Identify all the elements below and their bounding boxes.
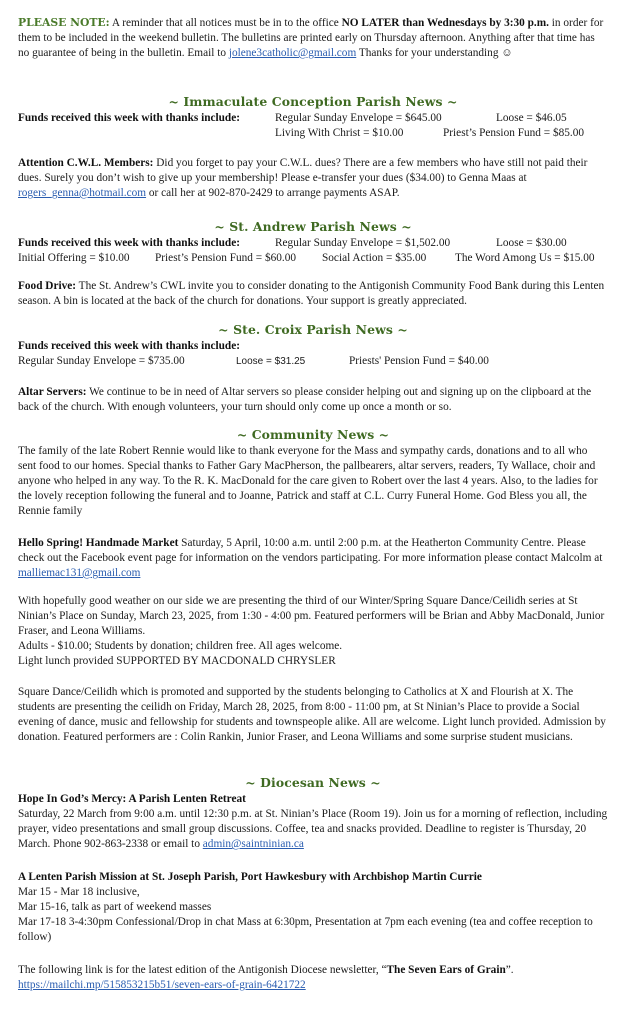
office-email-link[interactable]: jolene3catholic@gmail.com — [228, 47, 357, 59]
handmade-market-paragraph: Hello Spring! Handmade Market Saturday, 5 April, 10:00 a.m. until 2:00 p.m. at the Heatherton Community Centre. Please check out the Facebook event page for information on the vendors participating. For more information please contact Malcolm at malliemac131@gmail.com — [18, 537, 603, 579]
fund-item: Social Action = $35.00 — [322, 252, 427, 264]
mission-line: Mar 17-18 3-4:30pm Confessional/Drop in chat Mass at 6:30pm, Presentation at 7pm each evening (tea and coffee reception to follow) — [18, 916, 593, 943]
student-ceilidh-paragraph: Square Dance/Ceilidh which is promoted and supported by the students belonging to Catholics at X and Flourish at X. The students are presenting the ceilidh on Friday, March 28, 2025, from 8:00 - 11:00 pm, at St Ninian’s Place to provide a Social evening of dance, music and fellowship for students and townspeople alike. All are welcome. Light lunch provided. Admission by donation. Featured performers are : Colin Rankin, Junior Fraser, and Leona Williams and some surprise student musicians. — [18, 686, 606, 743]
food-drive-paragraph: Food Drive: The St. Andrew’s CWL invite you to consider donating to the Antigonish Community Food Bank during this Lenten season. A bin is located at the back of the church for donations. Your support is greatly appreciated. — [18, 280, 605, 307]
fund-item: Loose = $46.05 — [496, 112, 567, 124]
fund-item: Regular Sunday Envelope = $1,502.00 — [275, 237, 451, 249]
please-note-label: PLEASE NOTE: — [18, 16, 110, 29]
st-andrew-funds — [18, 236, 608, 266]
lenten-retreat-block: Hope In God’s Mercy: A Parish Lenten Retreat Saturday, 22 March from 9:00 a.m. until 12:30 p.m. at St. Ninian’s Place (Room 19). Join us for a morning of reflection, including prayer, video presentations and small group discussions. Coffee, tea and snacks provided. Deadline to register is Thursday, 20 March. Phone 902-863-2338 or email to admin@saintninian.ca — [18, 793, 608, 850]
funds-label: Funds received this week with thanks include: — [18, 340, 240, 352]
mission-title: A Lenten Parish Mission at St. Joseph Parish, Port Hawkesbury with Archbishop Martin Currie — [18, 871, 482, 883]
cwl-paragraph: Attention C.W.L. Members: Did you forget to pay your C.W.L. dues? There are a few members who have still not paid their dues. Surely you don’t wish to give up your membership! Please e-transfer your dues ($34.00) to Genna Maas at rogers_genna@hotmail.com or call her at 902-870-2429 to arrange payments ASAP. — [18, 157, 588, 199]
cwl-label: Attention C.W.L. Members: — [18, 157, 154, 169]
dance-prices: Adults - $10.00; Students by donation; children free. All ages welcome. — [18, 640, 343, 652]
altar-servers-paragraph: Altar Servers: We continue to be in need of Altar servers so please consider helping out and signing up on the clipboard at the back of the church. With enough volunteers, your turn should only come up once a month or so. — [18, 386, 592, 413]
fund-item: Priests' Pension Fund = $40.00 — [349, 355, 489, 367]
ste-croix-header: ~ Ste. Croix Parish News ~ — [218, 322, 408, 337]
market-email-link[interactable]: malliemac131@gmail.com — [18, 567, 141, 579]
parish-mission-block — [18, 870, 608, 945]
retreat-title: Hope In God’s Mercy: A Parish Lenten Retreat — [18, 793, 246, 805]
mission-line: Mar 15-16, talk as part of weekend masses — [18, 901, 212, 913]
fund-item: Priest’s Pension Fund = $60.00 — [155, 252, 297, 264]
please-note-paragraph: PLEASE NOTE: A reminder that all notices must be in to the office NO LATER than Wednesdays by 3:30 p.m. in order for them to be included in the weekend bulletin. The bulletins are printed early on Thursday afternoon. Anything after that time has no guarantee of being in the bulletin. Email to jolene3catholic@gmail.com Thanks for your understanding ☺ — [18, 16, 604, 59]
newsletter-title: The Seven Ears of Grain — [386, 964, 506, 976]
newsletter-link[interactable]: https://mailchi.mp/515853215b51/seven-ears-of-grain-6421722 — [18, 979, 306, 991]
rennie-thanks-paragraph: The family of the late Robert Rennie would like to thank everyone for the Mass and sympathy cards, donations and to all who sent food to our homes. Special thanks to Father Gary MacPherson, the pallbearers, altar servers, readers, Ty Wallace, choir and anyone who helped in any way. To the R. K. MacDonald for the care given to Robert over the last 4 years. Also, to the ladies for the lovely reception following the funeral and to Joanne, Patrick and staff at C.L. Curry Funeral Home. God Bless you all, the Rennie family — [18, 445, 598, 517]
square-dance-paragraph: With hopefully good weather on our side we are presenting the third of our Winter/Spring Square Dance/Ceilidh series at St Ninian’s Place on Sunday, March 23, 2025, from 1:30 - 4:00 pm. Featured performers will be Brian and Abby MacDonald, Junior Fraser, and Leona Williams. Adults - $10.00; Students by donation; children free. All ages welcome. Light lunch provided SUPPORTED BY MACDONALD CHRYSLER — [18, 594, 608, 669]
fund-item: Loose = $31.25 — [236, 356, 306, 367]
fund-item: The Word Among Us = $15.00 — [455, 252, 595, 264]
fund-item: Initial Offering = $10.00 — [18, 252, 130, 264]
immaculate-conception-header: ~ Immaculate Conception Parish News ~ — [168, 94, 458, 109]
funds-label: Funds received this week with thanks include: — [18, 237, 240, 249]
fund-item: Priest’s Pension Fund = $85.00 — [443, 127, 585, 139]
fund-item: Living With Christ = $10.00 — [275, 127, 404, 139]
cwl-email-link[interactable]: rogers_genna@hotmail.com — [18, 187, 147, 199]
funds-label: Funds received this week with thanks include: — [18, 112, 240, 124]
fund-item: Regular Sunday Envelope = $735.00 — [18, 355, 185, 367]
st-andrew-header: ~ St. Andrew Parish News ~ — [214, 219, 412, 234]
community-news-header: ~ Community News ~ — [236, 427, 390, 442]
immaculate-funds — [18, 111, 608, 141]
mission-line: Mar 15 - Mar 18 inclusive, — [18, 886, 140, 898]
retreat-email-link[interactable]: admin@saintninian.ca — [202, 838, 304, 850]
altar-servers-label: Altar Servers: — [18, 386, 87, 398]
deadline-text: NO LATER than Wednesdays by 3:30 p.m. — [341, 17, 549, 29]
dance-sponsor: Light lunch provided SUPPORTED BY MACDONALD CHRYSLER — [18, 655, 336, 667]
ste-croix-funds — [18, 339, 608, 369]
food-drive-label: Food Drive: — [18, 280, 77, 292]
market-title: Hello Spring! Handmade Market — [18, 537, 179, 549]
fund-item: Regular Sunday Envelope = $645.00 — [275, 112, 442, 124]
fund-item: Loose = $30.00 — [496, 237, 567, 249]
diocesan-news-header: ~ Diocesan News ~ — [245, 775, 381, 790]
newsletter-block: The following link is for the latest edition of the Antigonish Diocese newsletter, “The Seven Ears of Grain”. https://mailchi.mp/515853215b51/seven-ears-of-grain-6421722 — [18, 964, 514, 991]
